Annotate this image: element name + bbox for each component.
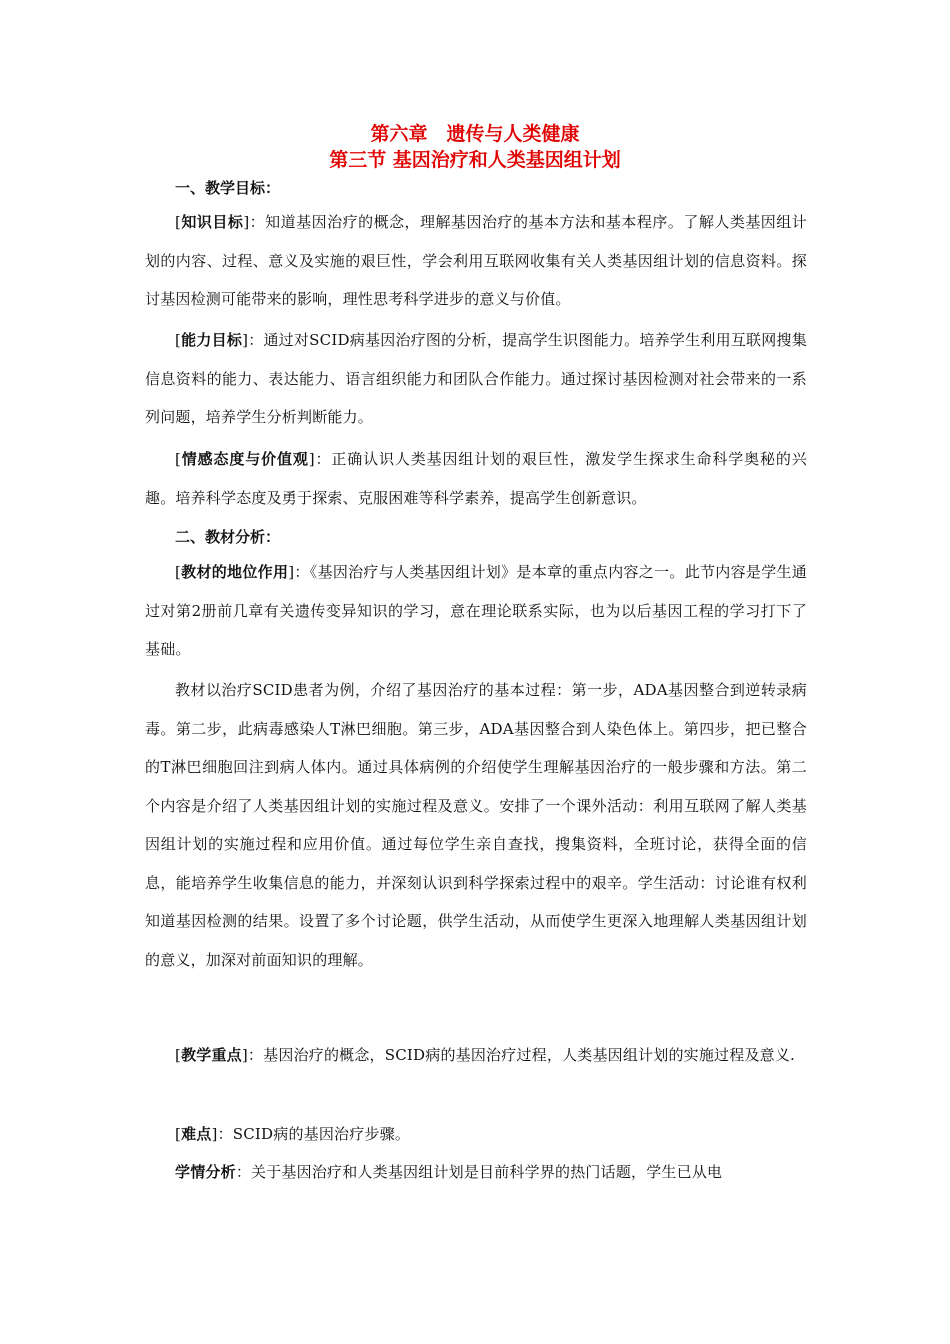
difficulty-paragraph (145, 1115, 807, 1154)
key-points-text: 基因治疗的概念，SCID病的基因治疗过程，人类基因组计划的实施过程及意义. (263, 1046, 796, 1064)
bracket-open: [ (175, 1125, 182, 1143)
bracket-open: [ (175, 331, 182, 349)
bracket-open: [ (175, 213, 182, 231)
key-points-paragraph (145, 1036, 807, 1075)
ability-goal-label: 能力目标 (181, 331, 243, 349)
ability-goal-text: 通过对SCID病基因治疗图的分析，提高学生识图能力。培养学生利用互联网搜集信息资料的能力、表达能力、语言组织能力和团队合作能力。通过探讨基因检测对社会带来的一系列问题，培养学生分析判断能力。 (145, 331, 807, 426)
learning-analysis-colon: ： (235, 1163, 252, 1181)
material-heading: 二、教材分析： (175, 528, 281, 546)
bracket-close: ]： (308, 450, 332, 468)
bracket-close: ]： (243, 213, 266, 231)
bracket-open: [ (175, 450, 182, 468)
emotion-goal-label: 情感态度与价值观 (181, 450, 309, 468)
difficulty-label: 难点 (181, 1125, 212, 1143)
section-title: 第三节 基因治疗和人类基因组计划 (329, 149, 621, 171)
bracket-open: [ (175, 1046, 182, 1064)
content-paragraph: 教材以治疗SCID患者为例，介绍了基因治疗的基本过程：第一步，ADA基因整合到逆转录病毒。第二步，此病毒感染人T淋巴细胞。第三步，ADA基因整合到人染色体上。第四步，把已整合的T淋巴细胞回注到病人体内。通过具体病例的介绍使学生理解基因治疗的一般步骤和方法。第二个内容是介绍了人类基因组计划的实施过程及意义。安排了一个课外活动：利用互联网了解人类基因组计划的实施过程和应用价值。通过每位学生亲自查找，搜集资料，全班讨论，获得全面的信息，能培养学生收集信息的能力，并深刻认识到科学探索过程中的艰辛。学生活动：讨论谁有权利知道基因检测的结果。设置了多个讨论题，供学生活动，从而使学生更深入地理解人类基因组计划的意义，加深对前面知识的理解。 (145, 681, 807, 969)
difficulty-text: SCID病的基因治疗步骤。 (232, 1125, 411, 1143)
ability-goal-paragraph (145, 321, 807, 437)
bracket-close: ]： (241, 1046, 264, 1064)
knowledge-goal-paragraph (145, 203, 807, 319)
learning-analysis-text: 关于基因治疗和人类基因组计划是目前科学界的热门话题，学生已从电 (251, 1163, 723, 1181)
emotion-goal-text: 正确认识人类基因组计划的艰巨性，激发学生探求生命科学奥秘的兴趣。培养科学态度及勇于探索、克服困难等科学素养，提高学生创新意识。 (145, 450, 807, 507)
bracket-open: [ (175, 563, 182, 581)
position-label: 教材的地位作用 (181, 563, 289, 581)
goals-heading: 一、教学目标： (175, 179, 281, 197)
bracket-close: ]： (211, 1125, 233, 1143)
position-text: 《基因治疗与人类基因组计划》是本章的重点内容之一。此节内容是学生通过对第2册前几章有关遗传变异知识的学习，意在理论联系实际，也为以后基因工程的学习打下了基础。 (145, 563, 807, 658)
knowledge-goal-label: 知识目标 (181, 213, 244, 231)
learning-analysis-label: 学情分析 (175, 1163, 236, 1181)
emotion-goal-paragraph (145, 440, 807, 517)
knowledge-goal-text: 知道基因治疗的概念，理解基因治疗的基本方法和基本程序。了解人类基因组计划的内容、过程、意义及实施的艰巨性，学会利用互联网收集有关人类基因组计划的信息资料。探讨基因检测可能带来的影响，理性思考科学进步的意义与价值。 (145, 213, 807, 308)
learning-analysis-paragraph (145, 1153, 807, 1192)
position-paragraph (145, 553, 807, 669)
bracket-close: ]： (288, 563, 310, 581)
chapter-title: 第六章 遗传与人类健康 (370, 123, 580, 145)
key-points-label: 教学重点 (181, 1046, 242, 1064)
bracket-close: ]： (242, 331, 264, 349)
